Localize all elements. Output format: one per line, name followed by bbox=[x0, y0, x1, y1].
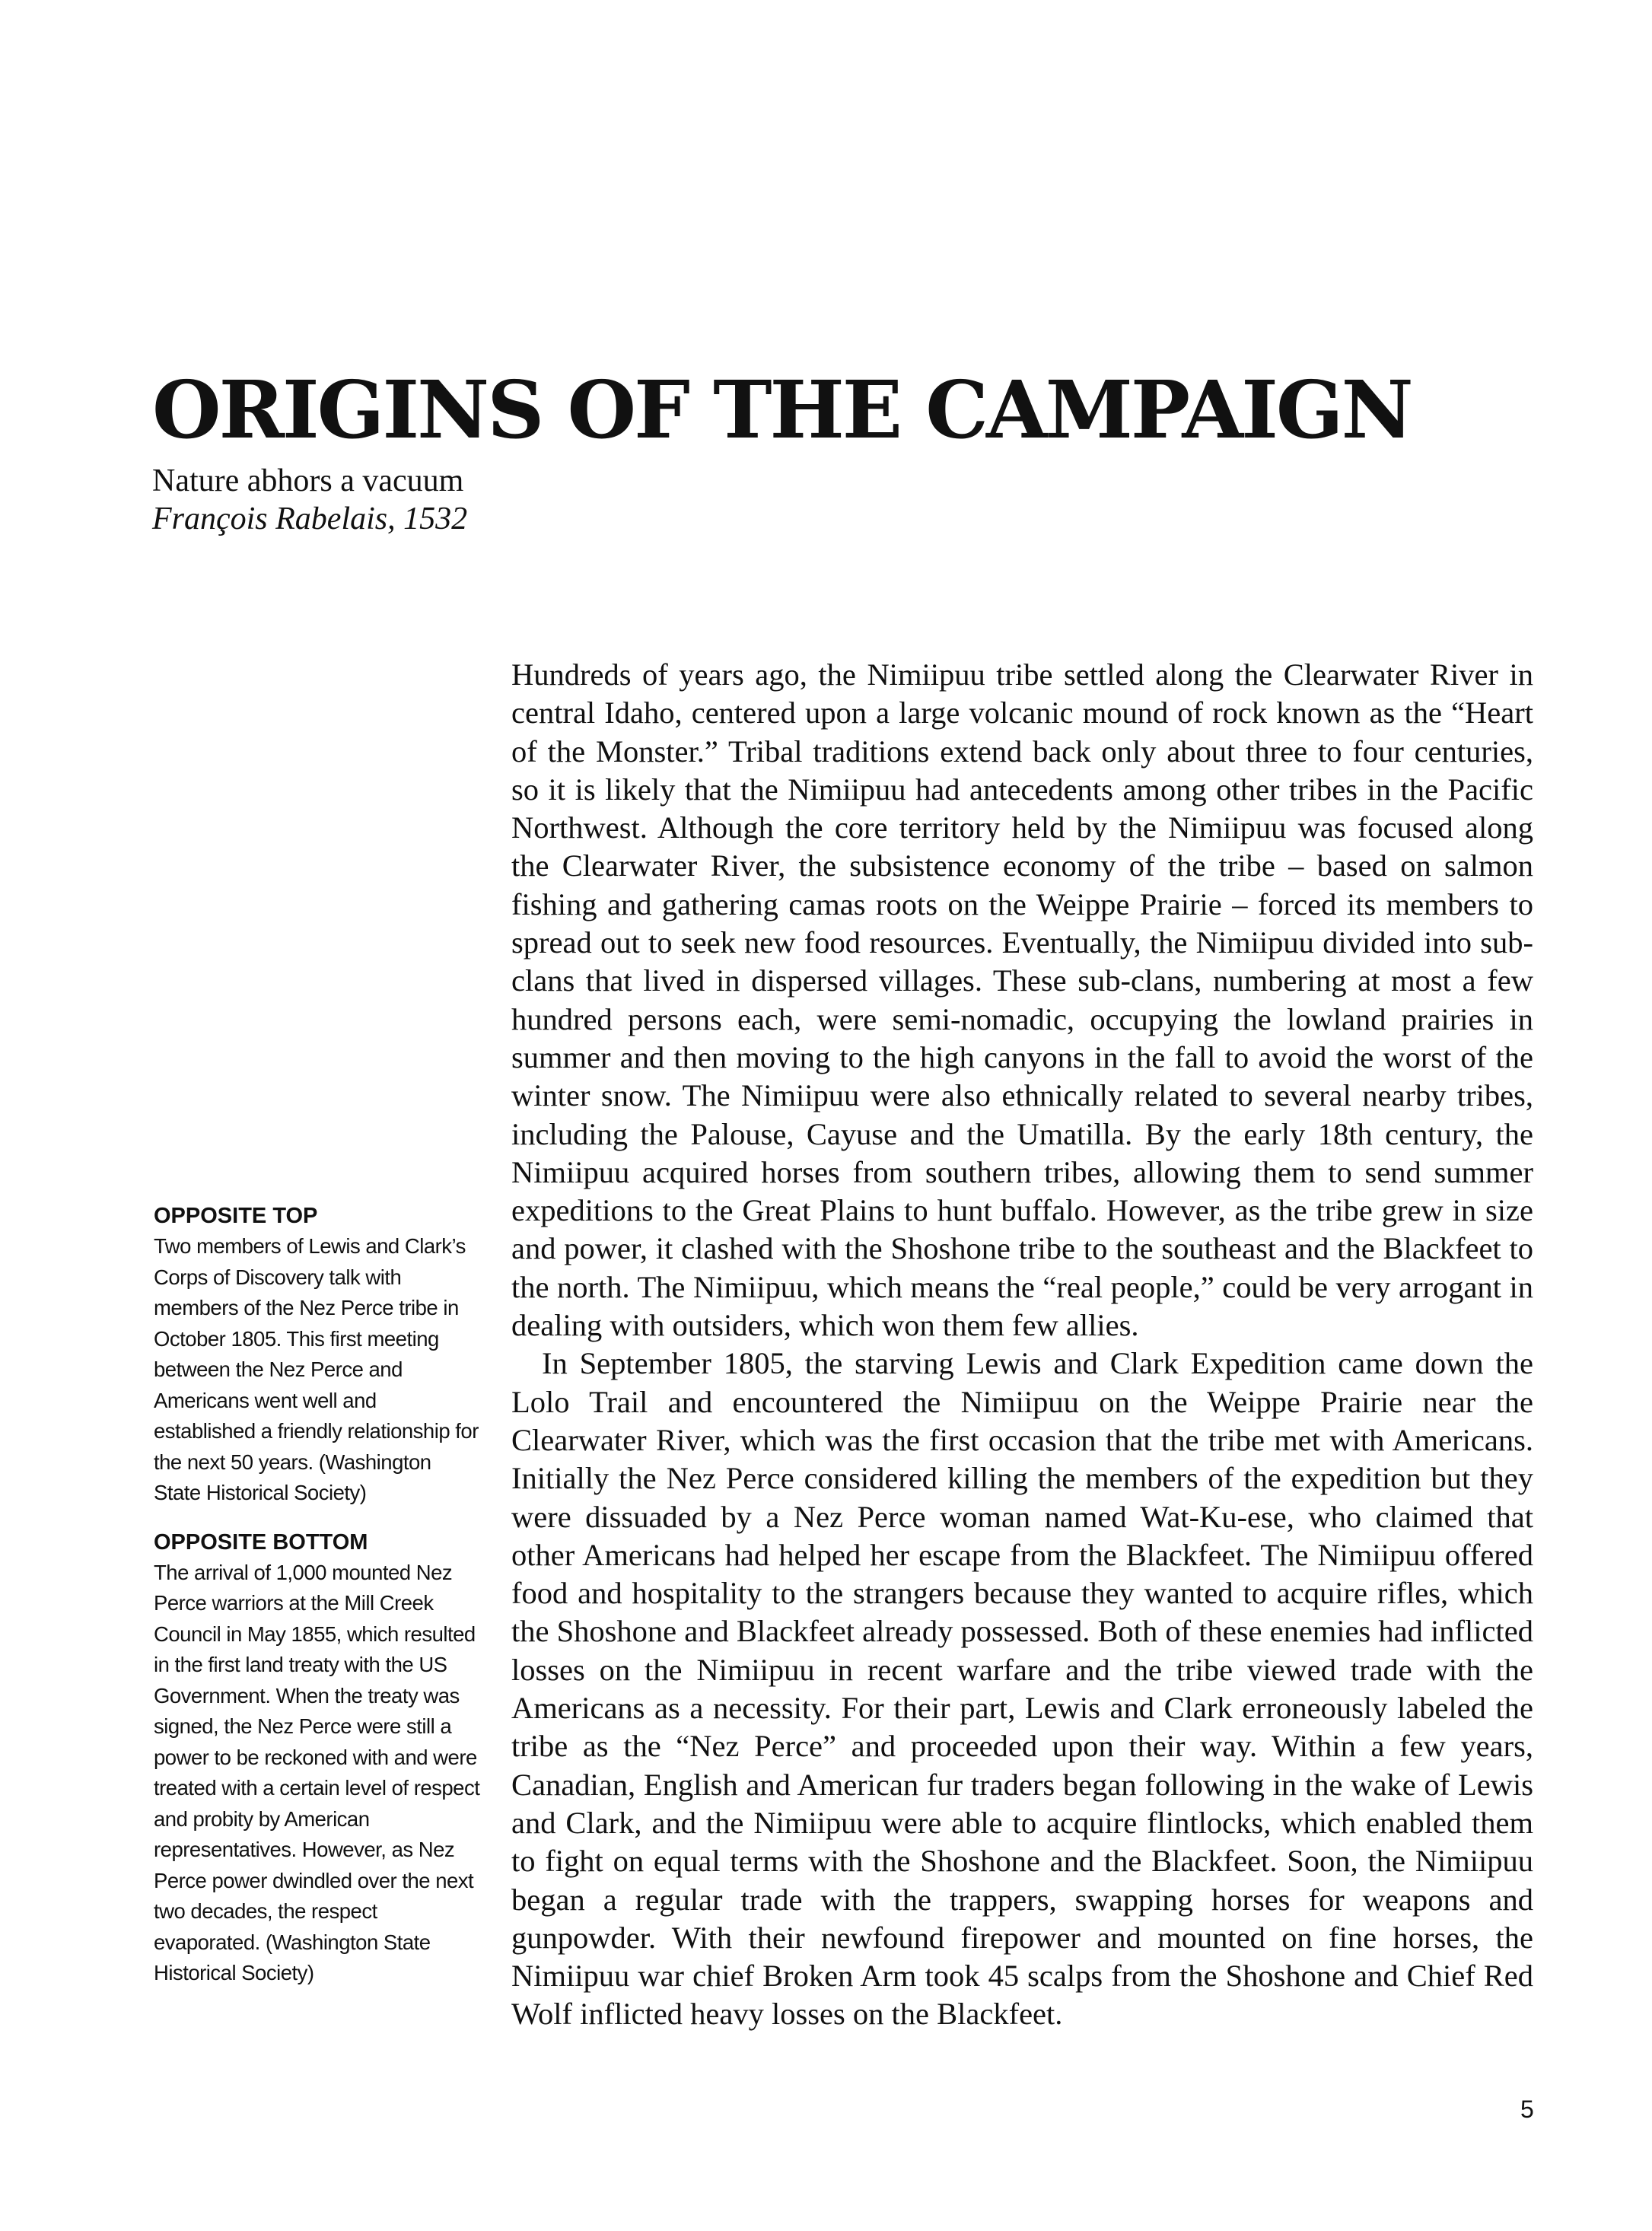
caption-heading-opposite-bottom: OPPOSITE BOTTOM bbox=[154, 1529, 368, 1555]
caption-text-opposite-bottom: The arrival of 1,000 mounted Nez Perce warriors at the Mill Creek Council in May 1855, which resulted in the first land treaty with the US Government. When the treaty was signed, the Nez Perce were still a power to be reckoned with and were treated with a certain level of respect and probity by American representatives. However, as Nez Perce power dwindled over the next two decades, the respect evaporated. (Washington State Historical Society) bbox=[154, 1560, 480, 1984]
chapter-title: ORIGINS OF THE CAMPAIGN bbox=[152, 363, 1412, 457]
epigraph bbox=[152, 462, 467, 538]
epigraph-quote: Nature abhors a vacuum bbox=[152, 463, 464, 498]
epigraph-attribution: François Rabelais, 1532 bbox=[152, 501, 468, 536]
caption-heading-opposite-top: OPPOSITE TOP bbox=[154, 1204, 318, 1228]
body-paragraph-1: Hundreds of years ago, the Nimiipuu tribe settled along the Clearwater River in central Idaho, centered upon a large volcanic mound of rock known as the “Heart of the Monster.” Tribal traditions extend back only about three to four centuries, so it is likely that the Nimiipuu had antecedents among other tribes in the Pacific Northwest. Although the core territory held by the Nimiipuu was focused along the Clearwater River, the subsistence economy of the tribe – based on salmon fishing and gathering camas roots on the Weippe Prairie – forced its members to spread out to seek new food resources. Eventually, the Nimiipuu divided into sub-clans that lived in dispersed villages. These sub-clans, numbering at most a few hundred persons each, were semi-nomadic, occupying the lowland prairies in summer and then moving to the high canyons in the fall to avoid the worst of the winter snow. The Nimiipuu were also ethnically related to several nearby tribes, including the Palouse, Cayuse and the Umatilla. By the early 18th century, the Nimiipuu acquired horses from southern tribes, allowing them to send summer expeditions to the Great Plains to hunt buffalo. However, as the tribe grew in size and power, it clashed with the Shoshone tribe to the southeast and the Blackfeet to the north. The Nimiipuu, which means the “real people,” could be very arrogant in dealing with outsiders, which won them few allies. bbox=[511, 657, 1533, 1343]
body-paragraph-2: In September 1805, the starving Lewis and Clark Expedition came down the Lolo Trail and encountered the Nimiipuu on the Weippe Prairie near the Clearwater River, which was the first occasion that the tribe met with Americans. Initially the Nez Perce considered killing the members of the expedition but they were dissuaded by a Nez Perce woman named Wat-Ku-ese, who claimed that other Americans had helped her escape from the Blackfeet. The Nimiipuu offered food and hospitality to the strangers because they wanted to acquire rifles, which the Shoshone and Blackfeet already possessed. Both of these enemies had inflicted losses on the Nimiipuu in recent warfare and the tribe viewed trade with the Americans as a necessity. For their part, Lewis and Clark erroneously labeled the tribe as the “Nez Perce” and proceeded upon their way. Within a few years, Canadian, English and American fur traders began following in the wake of Lewis and Clark, and the Nimiipuu were able to acquire flintlocks, which enabled them to fight on equal terms with the Shoshone and the Blackfeet. Soon, the Nimiipuu began a regular trade with the trappers, swapping horses for weapons and gunpowder. With their newfound firepower and mounted on fine horses, the Nimiipuu war chief Broken Arm took 45 scalps from the Shoshone and Chief Red Wolf inflicted heavy losses on the Blackfeet. bbox=[511, 1346, 1533, 2032]
image-captions bbox=[154, 1201, 481, 2007]
main-body-text bbox=[511, 656, 1533, 2034]
caption-text-opposite-top: Two members of Lewis and Clark’s Corps of Discovery talk with members of the Nez Perce tribe in October 1805. This first meeting between the Nez Perce and Americans went well and established a friendly relationship for the next 50 years. (Washington State Historical Society) bbox=[154, 1234, 479, 1504]
page-number: 5 bbox=[1520, 2096, 1534, 2123]
